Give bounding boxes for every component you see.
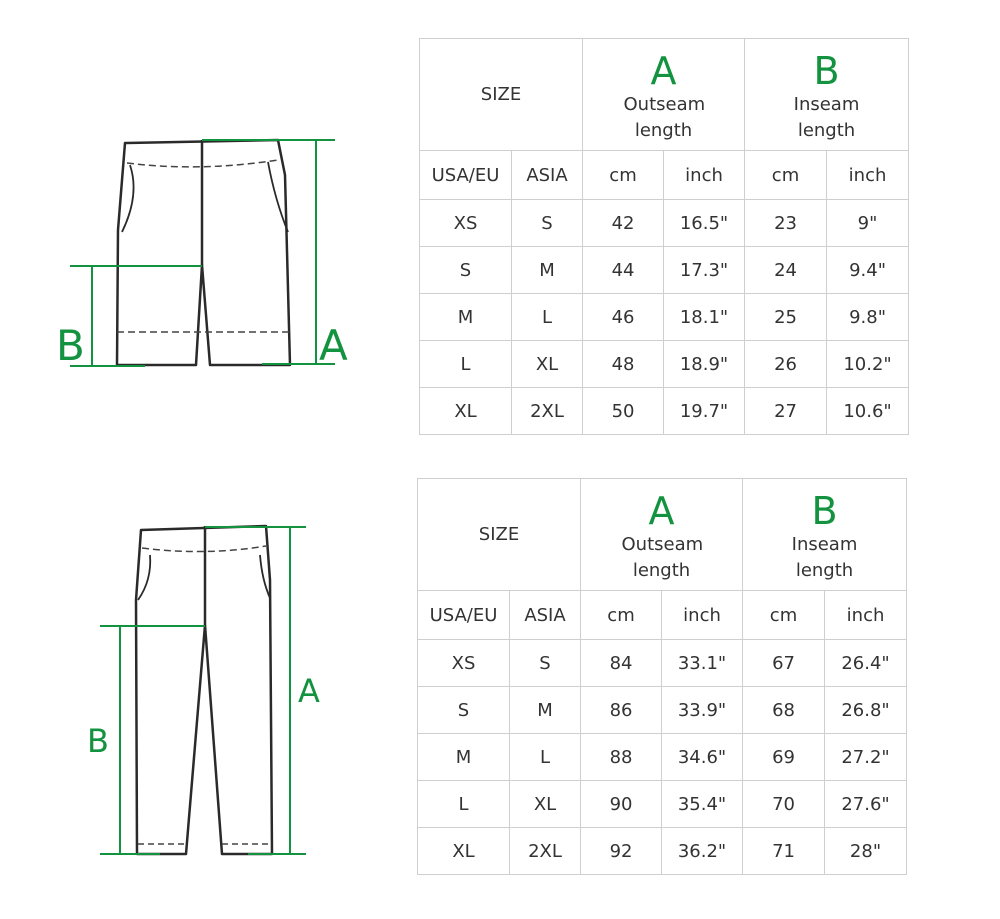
table-row xyxy=(420,341,909,388)
unit-cell: cm xyxy=(581,591,662,640)
table-row xyxy=(420,388,909,435)
table-cell: M xyxy=(512,247,583,294)
inseam-letter: B xyxy=(811,488,838,533)
table-cell: 2XL xyxy=(512,388,583,435)
table-cell: S xyxy=(510,640,581,687)
table-cell: 71 xyxy=(743,828,825,875)
table-header-row xyxy=(418,479,907,591)
size-header: SIZE xyxy=(420,39,583,151)
table-cell: 69 xyxy=(743,734,825,781)
shorts-size-section xyxy=(0,0,1000,450)
table-cell: 88 xyxy=(581,734,662,781)
table-cell: M xyxy=(510,687,581,734)
table-cell: 18.9" xyxy=(664,341,745,388)
unit-cell: inch xyxy=(664,151,745,200)
size-header: SIZE xyxy=(418,479,581,591)
table-cell: 36.2" xyxy=(662,828,743,875)
table-cell: 16.5" xyxy=(664,200,745,247)
inseam-header xyxy=(743,479,907,591)
table-cell: 67 xyxy=(743,640,825,687)
table-cell: 27.6" xyxy=(825,781,907,828)
table-row xyxy=(418,640,907,687)
table-cell: M xyxy=(420,294,512,341)
table-cell: 33.9" xyxy=(662,687,743,734)
table-cell: L xyxy=(418,781,510,828)
units-row xyxy=(418,591,907,640)
table-cell: 10.2" xyxy=(827,341,909,388)
table-cell: 35.4" xyxy=(662,781,743,828)
table-cell: 17.3" xyxy=(664,247,745,294)
shorts-label-a: A xyxy=(319,321,348,370)
table-cell: 28" xyxy=(825,828,907,875)
table-cell: 18.1" xyxy=(664,294,745,341)
table-cell: 2XL xyxy=(510,828,581,875)
table-cell: L xyxy=(512,294,583,341)
table-row xyxy=(418,781,907,828)
outseam-header xyxy=(581,479,743,591)
table-cell: 10.6" xyxy=(827,388,909,435)
table-cell: 26.4" xyxy=(825,640,907,687)
table-cell: 48 xyxy=(583,341,664,388)
unit-cell: USA/EU xyxy=(420,151,512,200)
outseam-letter: A xyxy=(648,488,675,533)
table-cell: 90 xyxy=(581,781,662,828)
table-cell: 19.7" xyxy=(664,388,745,435)
table-cell: 26.8" xyxy=(825,687,907,734)
table-cell: 84 xyxy=(581,640,662,687)
table-cell: L xyxy=(420,341,512,388)
pants-size-section xyxy=(0,440,1000,919)
table-cell: 70 xyxy=(743,781,825,828)
table-cell: 44 xyxy=(583,247,664,294)
outseam-label: Outseam length xyxy=(623,93,706,141)
table-cell: 25 xyxy=(745,294,827,341)
pants-label-b: B xyxy=(87,722,109,760)
unit-cell: USA/EU xyxy=(418,591,510,640)
table-cell: 68 xyxy=(743,687,825,734)
table-row xyxy=(420,247,909,294)
table-cell: XL xyxy=(510,781,581,828)
table-row xyxy=(418,687,907,734)
table-cell: 24 xyxy=(745,247,827,294)
table-cell: 9.4" xyxy=(827,247,909,294)
unit-cell: cm xyxy=(583,151,664,200)
table-cell: 23 xyxy=(745,200,827,247)
pants-size-table xyxy=(417,478,907,875)
table-row xyxy=(418,734,907,781)
table-cell: 46 xyxy=(583,294,664,341)
inseam-letter: B xyxy=(813,48,840,93)
unit-cell: ASIA xyxy=(512,151,583,200)
table-cell: S xyxy=(512,200,583,247)
table-cell: 27 xyxy=(745,388,827,435)
inseam-label: Inseam length xyxy=(793,93,860,141)
pants-label-a: A xyxy=(298,672,320,710)
shorts-label-b: B xyxy=(56,321,85,370)
table-cell: 26 xyxy=(745,341,827,388)
table-cell: 33.1" xyxy=(662,640,743,687)
table-cell: XS xyxy=(420,200,512,247)
table-row xyxy=(420,200,909,247)
table-cell: XL xyxy=(512,341,583,388)
unit-cell: inch xyxy=(827,151,909,200)
table-cell: XL xyxy=(418,828,510,875)
table-cell: 86 xyxy=(581,687,662,734)
shorts-diagram xyxy=(0,0,400,450)
shorts-size-table xyxy=(419,38,909,435)
pants-diagram xyxy=(0,440,400,919)
table-cell: 27.2" xyxy=(825,734,907,781)
outseam-label: Outseam length xyxy=(621,533,704,581)
units-row xyxy=(420,151,909,200)
inseam-label: Inseam length xyxy=(791,533,858,581)
table-cell: 9" xyxy=(827,200,909,247)
table-header-row xyxy=(420,39,909,151)
table-cell: 42 xyxy=(583,200,664,247)
table-cell: S xyxy=(418,687,510,734)
inseam-header xyxy=(745,39,909,151)
unit-cell: inch xyxy=(825,591,907,640)
unit-cell: inch xyxy=(662,591,743,640)
table-row xyxy=(420,294,909,341)
table-cell: S xyxy=(420,247,512,294)
table-cell: 34.6" xyxy=(662,734,743,781)
table-cell: 9.8" xyxy=(827,294,909,341)
outseam-header xyxy=(583,39,745,151)
table-row xyxy=(418,828,907,875)
table-cell: 50 xyxy=(583,388,664,435)
outseam-letter: A xyxy=(650,48,677,93)
shorts-left-pocket xyxy=(122,165,134,232)
table-cell: XS xyxy=(418,640,510,687)
table-cell: L xyxy=(510,734,581,781)
table-cell: 92 xyxy=(581,828,662,875)
unit-cell: ASIA xyxy=(510,591,581,640)
table-cell: XL xyxy=(420,388,512,435)
unit-cell: cm xyxy=(745,151,827,200)
unit-cell: cm xyxy=(743,591,825,640)
table-cell: M xyxy=(418,734,510,781)
